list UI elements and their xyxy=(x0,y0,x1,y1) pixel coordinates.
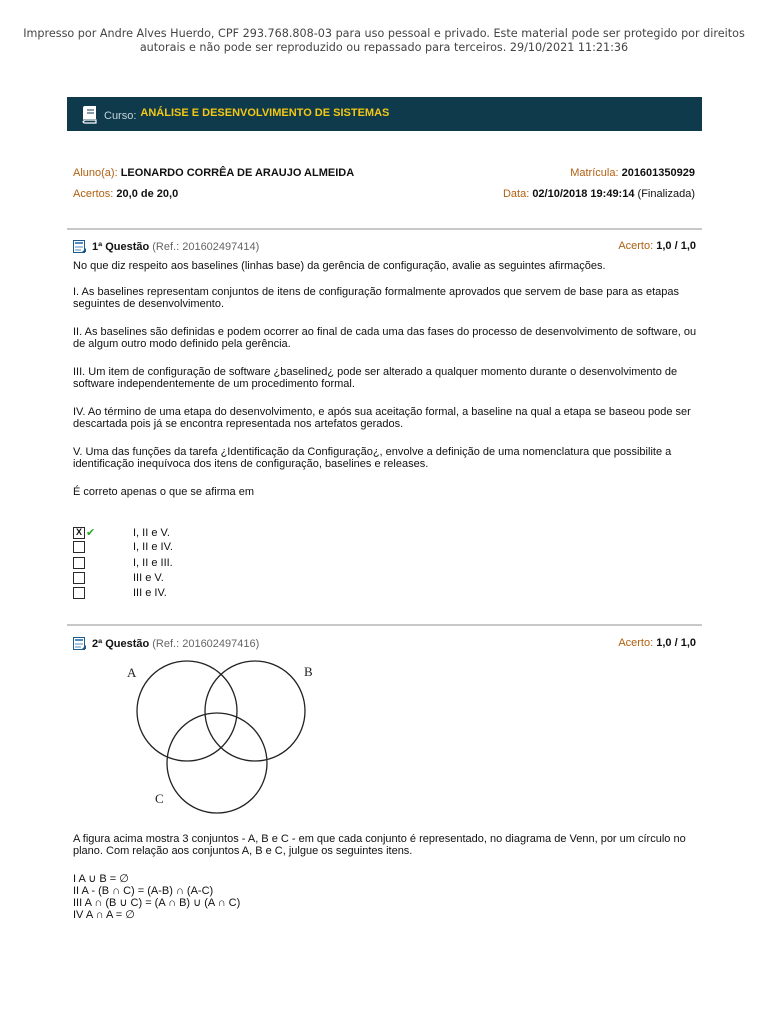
print-watermark xyxy=(0,27,768,54)
watermark-line-2: autorais e não pode ser reproduzido ou repassado para terceiros. 29/10/2021 11:21:36 xyxy=(139,40,629,54)
question-2-description: A figura acima mostra 3 conjuntos - A, B e C - em que cada conjunto é representado, no diagrama de Venn, por um círculo no plano. Com relação aos conjuntos A, B e C, julgue os seguintes itens. xyxy=(73,833,686,857)
question-2-header xyxy=(73,637,259,650)
venn-circle-b xyxy=(205,661,305,761)
question-1-statement-3: III. Um item de configuração de software ¿baselined¿ pode ser alterado a qualquer momento durante o desenvolvimento de software independentemente de um procedimento formal. xyxy=(73,366,678,390)
question-1-number: 1ª Questão xyxy=(92,240,150,253)
question-1-ref: (Ref.: 201602497414) xyxy=(152,240,260,253)
question-1-statement-5: V. Uma das funções da tarefa ¿Identificação da Configuração¿, envolve a definição de uma nomenclatura que possibilite a identificação inequívoca dos itens de configuração, baselines e releases. xyxy=(73,446,672,470)
course-name: ANÁLISE E DESENVOLVIMENTO DE SISTEMAS xyxy=(140,106,390,119)
aluno-label: Aluno(a): xyxy=(73,167,118,179)
option-1[interactable] xyxy=(73,526,170,539)
matricula-value: 201601350929 xyxy=(621,167,695,179)
question-1-separator xyxy=(67,228,702,230)
option-3[interactable] xyxy=(73,557,173,569)
option-2-checkbox[interactable] xyxy=(73,541,85,553)
option-5-checkbox[interactable] xyxy=(73,587,85,599)
question-2-item-1: I A ∪ B = ∅ xyxy=(73,873,129,885)
data-status: (Finalizada) xyxy=(637,188,695,200)
option-1-label: I, II e V. xyxy=(133,526,170,539)
question-1-statement-1: I. As baselines representam conjuntos de itens de configuração formalmente aprovados que servem de base para as etapas seguintes de desenvolvimento. xyxy=(73,286,679,310)
option-3-label: I, II e III. xyxy=(133,557,173,569)
course-label: Curso: xyxy=(104,110,137,122)
question-1-score-label: Acerto: xyxy=(618,240,654,252)
question-1-intro: No que diz respeito aos baselines (linhas base) da gerência de configuração, avalie as seguintes afirmações. xyxy=(73,260,606,272)
matricula-label: Matrícula: xyxy=(570,167,619,179)
question-1-header xyxy=(73,240,259,253)
question-2-separator xyxy=(67,624,702,626)
venn-label-a: A xyxy=(127,665,137,680)
acertos-value: 20,0 de 20,0 xyxy=(116,188,179,200)
question-1-prompt: É correto apenas o que se afirma em xyxy=(73,486,254,498)
option-4-label: III e V. xyxy=(133,572,164,584)
venn-label-c: C xyxy=(155,791,164,806)
score-summary xyxy=(73,188,178,200)
venn-diagram xyxy=(118,658,328,818)
question-2-score-label: Acerto: xyxy=(618,637,654,649)
question-1-statement-2: II. As baselines são definidas e podem ocorrer ao final de cada uma das fases do processo de desenvolvimento de software, ou de algum outro modo definido pela gerência. xyxy=(73,326,697,350)
acertos-label: Acertos: xyxy=(73,188,114,200)
venn-circle-c xyxy=(167,713,267,813)
question-2-item-2: II A - (B ∩ C) = (A-B) ∩ (A-C) xyxy=(73,885,214,897)
question-2-number: 2ª Questão xyxy=(92,637,150,650)
question-1-score-total: / 1,0 xyxy=(674,240,696,252)
question-2-score-total: / 1,0 xyxy=(674,637,696,649)
course-header-bar xyxy=(67,97,702,131)
question-1-score xyxy=(618,240,696,252)
exam-date xyxy=(503,188,695,200)
venn-label-b: B xyxy=(304,664,313,679)
student-name xyxy=(73,167,354,179)
option-2-label: I, II e IV. xyxy=(133,541,173,553)
option-5-label: III e IV. xyxy=(133,587,167,599)
question-2-item-3: III A ∩ (B ∪ C) = (A ∩ B) ∪ (A ∩ C) xyxy=(73,897,241,909)
question-1-statement-4: IV. Ao término de uma etapa do desenvolvimento, e após sua aceitação formal, a baseline na qual a etapa se baseou pode ser descartada pois já se encontra representada nos artefatos gerados. xyxy=(73,406,691,430)
question-icon xyxy=(73,637,87,650)
question-2-item-4: IV A ∩ A = ∅ xyxy=(73,909,135,921)
data-value: 02/10/2018 19:49:14 xyxy=(532,188,635,200)
option-2[interactable] xyxy=(73,541,173,553)
aluno-value: LEONARDO CORRÊA DE ARAUJO ALMEIDA xyxy=(120,167,355,179)
question-2-score-value: 1,0 xyxy=(656,637,672,649)
question-2-ref: (Ref.: 201602497416) xyxy=(152,637,260,650)
option-3-checkbox[interactable] xyxy=(73,557,85,569)
student-registration xyxy=(570,167,695,179)
question-2-score xyxy=(618,637,696,649)
option-1-checkbox[interactable] xyxy=(73,527,85,539)
option-4-checkbox[interactable] xyxy=(73,572,85,584)
data-label: Data: xyxy=(502,188,530,200)
correct-check-icon: ✔ xyxy=(86,527,96,539)
watermark-line-1: Impresso por Andre Alves Huerdo, CPF 293.768.808-03 para uso pessoal e privado. Este material pode ser protegido por direitos xyxy=(23,27,745,40)
venn-circle-a xyxy=(137,661,237,761)
question-icon xyxy=(73,240,87,253)
option-4[interactable] xyxy=(73,572,164,584)
selected-x-mark: X xyxy=(75,527,82,537)
option-5[interactable] xyxy=(73,587,167,599)
book-icon xyxy=(80,104,100,124)
question-1-score-value: 1,0 xyxy=(656,240,672,252)
